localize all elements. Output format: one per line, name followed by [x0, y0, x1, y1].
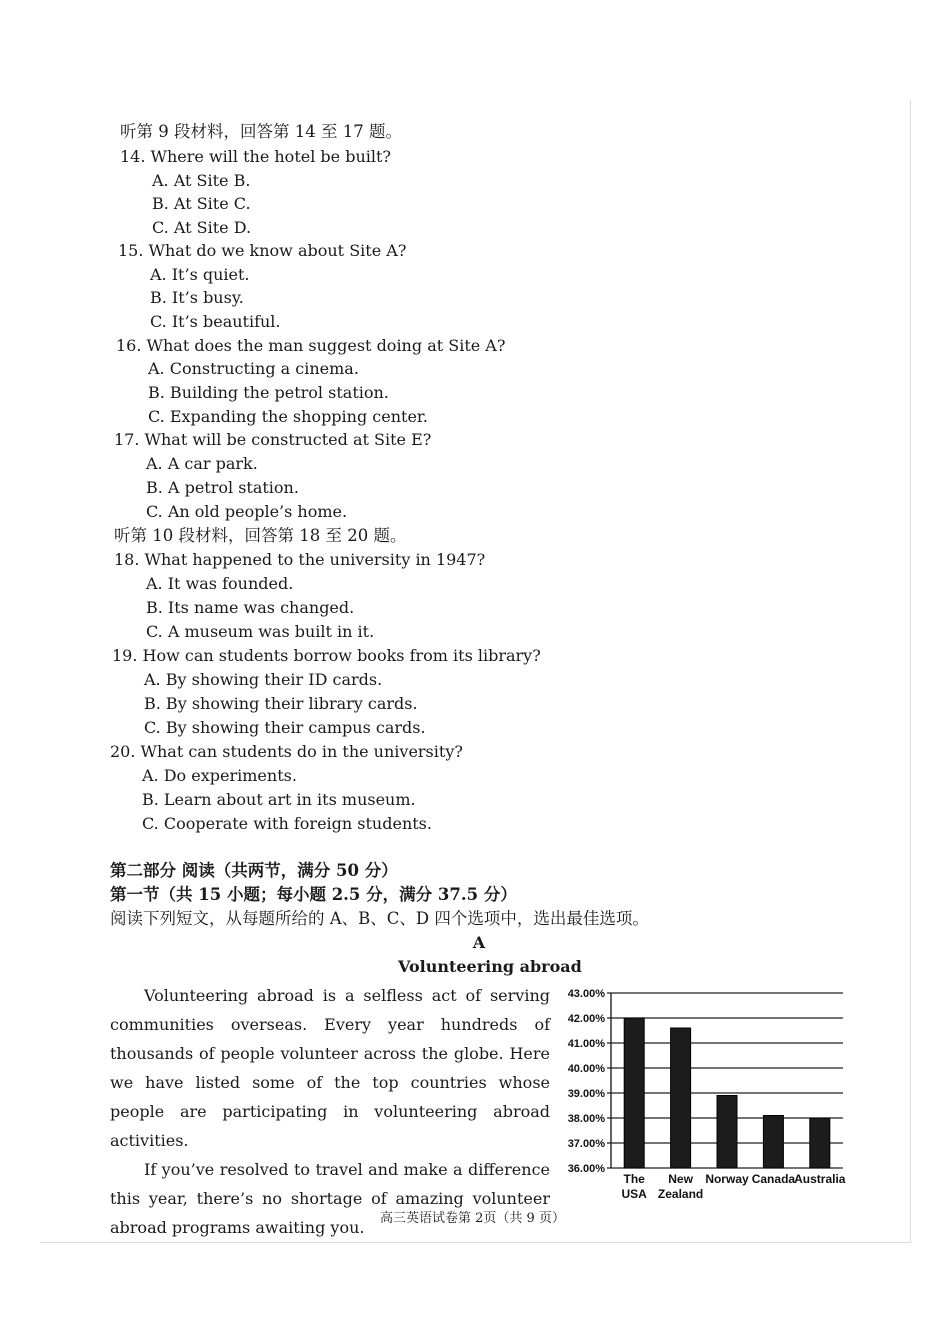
passage-paragraph-2: If you’ve resolved to travel and make a difference this year, there’s no shortage of amazing volunteer abroad programs awaiting you. — [110, 1160, 550, 1237]
q19-option-c: C. By showing their campus cards. — [144, 718, 426, 737]
q16-option-a: A. Constructing a cinema. — [148, 359, 359, 378]
x-tick-label: USA — [621, 1187, 647, 1201]
q15-option-c: C. It’s beautiful. — [150, 312, 281, 331]
y-tick-label: 39.00% — [567, 1088, 605, 1100]
page-footer: 高三英语试卷第 2页（共 9 页） — [380, 1211, 565, 1226]
q16-option-c: C. Expanding the shopping center. — [148, 407, 428, 426]
x-tick-label: Zealand — [657, 1187, 704, 1201]
section9-intro: 听第 9 段材料，回答第 14 至 17 题。 — [120, 122, 402, 141]
q17-option-c: C. An old people’s home. — [146, 502, 348, 521]
question-17: 17. What will be constructed at Site E? — [114, 430, 432, 449]
y-tick-label: 43.00% — [567, 988, 605, 1000]
bar — [671, 1028, 691, 1168]
q16-option-b: B. Building the petrol station. — [148, 383, 389, 402]
q18-option-b: B. Its name was changed. — [146, 598, 355, 617]
question-14: 14. Where will the hotel be built? — [120, 147, 391, 166]
passage-title: Volunteering abroad — [398, 957, 582, 976]
passage-body — [110, 981, 550, 1242]
q14-option-a: A. At Site B. — [152, 171, 251, 190]
y-tick-label: 41.00% — [567, 1038, 605, 1050]
q14-option-b: B. At Site C. — [152, 194, 251, 213]
q14-option-c: C. At Site D. — [152, 218, 252, 237]
y-tick-label: 38.00% — [567, 1113, 605, 1125]
q18-option-a: A. It was founded. — [146, 574, 294, 593]
section-title: 第一节（共 15 小题；每小题 2.5 分，满分 37.5 分） — [110, 885, 517, 904]
bar — [763, 1116, 783, 1169]
q15-option-b: B. It’s busy. — [150, 288, 244, 307]
question-19: 19. How can students borrow books from its library? — [112, 646, 541, 665]
q20-option-a: A. Do experiments. — [142, 766, 297, 785]
q17-option-a: A. A car park. — [146, 454, 258, 473]
bar — [624, 1018, 644, 1168]
passage-paragraph-1: Volunteering abroad is a selfless act of serving communities overseas. Every year hundreds of thousands of people volunteer across the globe. Here we have listed some of the top countries whose people are participating in volunteering abroad activities. — [110, 986, 550, 1150]
passage-letter: A — [472, 933, 486, 952]
question-15: 15. What do we know about Site A? — [118, 241, 407, 260]
y-tick-label: 42.00% — [567, 1013, 605, 1025]
x-tick-label: New — [668, 1172, 693, 1186]
x-tick-label: Canada — [751, 1172, 796, 1186]
q20-option-c: C. Cooperate with foreign students. — [142, 814, 432, 833]
reading-instruction: 阅读下列短文，从每题所给的 A、B、C、D 四个选项中，选出最佳选项。 — [110, 909, 649, 928]
part-title: 第二部分 阅读（共两节，满分 50 分） — [110, 861, 398, 880]
bar — [717, 1096, 737, 1169]
x-tick-label: The — [623, 1172, 645, 1186]
q15-option-a: A. It’s quiet. — [150, 265, 250, 284]
q17-option-b: B. A petrol station. — [146, 478, 299, 497]
bar — [810, 1118, 830, 1168]
section10-intro: 听第 10 段材料，回答第 18 至 20 题。 — [114, 526, 407, 545]
question-20: 20. What can students do in the university? — [110, 742, 463, 761]
y-tick-label: 37.00% — [567, 1138, 605, 1150]
question-16: 16. What does the man suggest doing at Site A? — [116, 336, 506, 355]
y-tick-label: 36.00% — [567, 1163, 605, 1175]
q18-option-c: C. A museum was built in it. — [146, 622, 375, 641]
q19-option-a: A. By showing their ID cards. — [144, 670, 383, 689]
y-tick-label: 40.00% — [567, 1063, 605, 1075]
q19-option-b: B. By showing their library cards. — [144, 694, 418, 713]
question-18: 18. What happened to the university in 1947? — [114, 550, 486, 569]
x-tick-label: Australia — [794, 1172, 846, 1186]
q20-option-b: B. Learn about art in its museum. — [142, 790, 416, 809]
volunteering-bar-chart — [553, 978, 853, 1203]
x-tick-label: Norway — [705, 1172, 749, 1186]
